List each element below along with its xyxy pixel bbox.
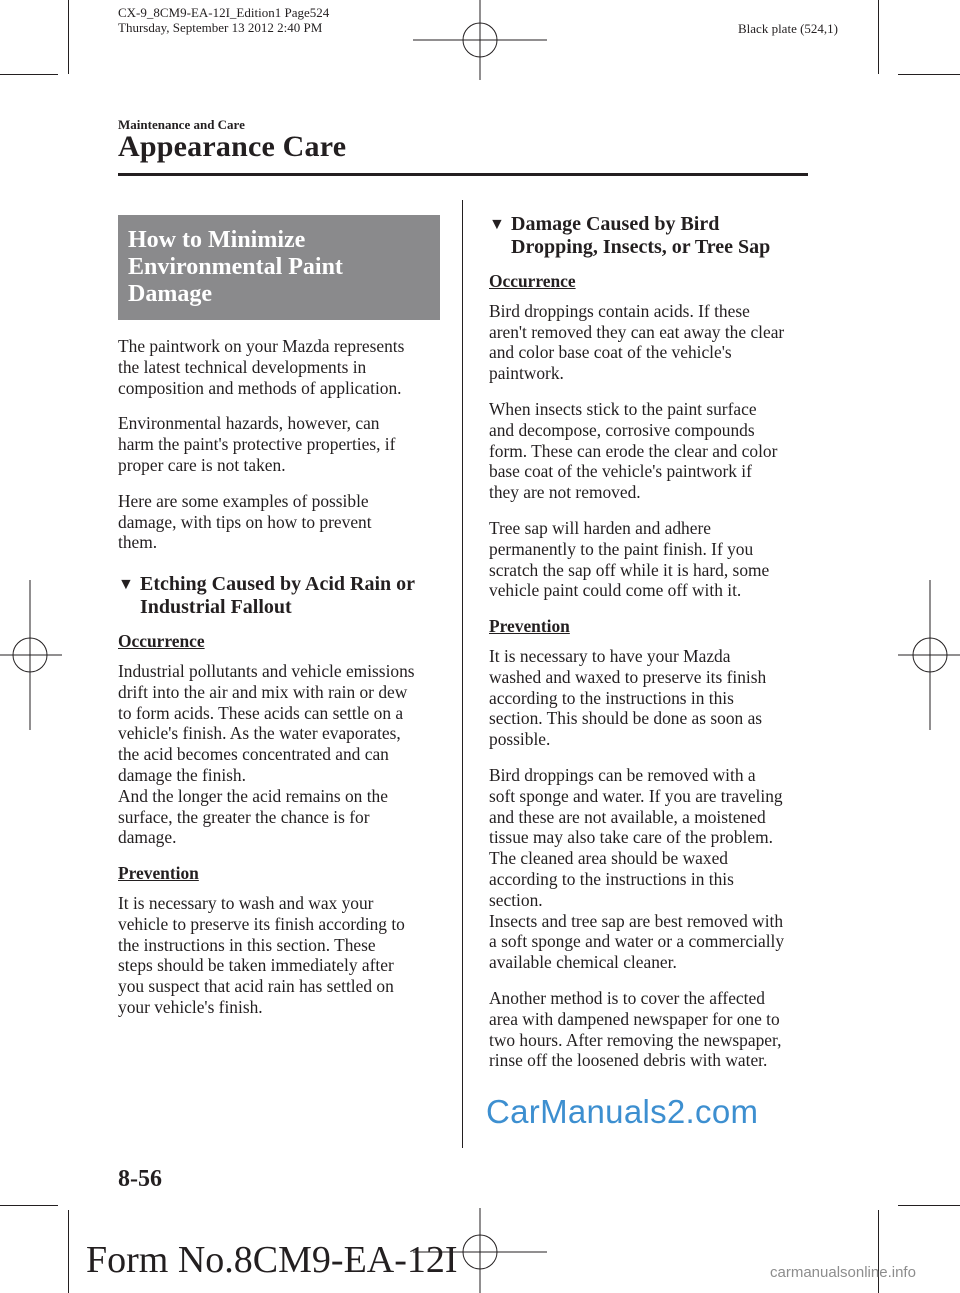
watermark-logo: CarManuals2.com (486, 1093, 759, 1130)
right-column (489, 209, 819, 1086)
bird-dropping-heading-text: Damage Caused by Bird Dropping, Insects, or Tree Sap (511, 213, 771, 258)
intro-paragraph-1: The paintwork on your Mazda represents the latest technical developments in composition and methods of application. (118, 336, 405, 398)
column-divider (462, 200, 463, 1148)
acid-prevention-label: Prevention (118, 863, 199, 884)
triangle-down-icon: ▼ (118, 576, 134, 594)
plate-label: Black plate (524,1) (738, 21, 838, 36)
page-number: 8-56 (118, 1166, 162, 1192)
bird-prevention-paragraph-2: Bird droppings can be removed with a soft sponge and water. If you are traveling and these are not available, a moistened tissue may also take care of the problem. The cleaned area should be waxed according to the instructions in this section. Insects and tree sap are best removed with a soft sponge and water or a commercially available chemical cleaner. (489, 764, 785, 973)
bird-occurrence-paragraph-1: Bird droppings contain acids. If these aren't removed they can eat away the clear and color base coat of the vehicle's paintwork. (489, 300, 785, 384)
bird-occurrence-paragraph-2: When insects stick to the paint surface and decompose, corrosive compounds form. These can erode the clear and color base coat of the vehicle's paintwork if they are not removed. (489, 398, 778, 503)
page-title: Appearance Care (118, 130, 347, 163)
form-number: Form No.8CM9-EA-12I (86, 1239, 458, 1281)
plate-date-line: Thursday, September 13 2012 2:40 PM (118, 20, 323, 35)
bird-prevention-label: Prevention (489, 616, 570, 637)
bird-dropping-heading (489, 213, 819, 259)
plate-info (118, 5, 329, 35)
triangle-down-icon: ▼ (489, 216, 505, 233)
bird-occurrence-paragraph-3: Tree sap will harden and adhere permanently to the paint finish. If you scratch the sap off while it is hard, some vehicle paint could come off with it. (489, 517, 770, 601)
bird-occurrence-label: Occurrence (489, 271, 576, 291)
bird-prevention-paragraph-3: Another method is to cover the affected area with dampened newspaper for one to two hours. After removing the newspaper, rinse off the loosened debris with water. (489, 987, 782, 1071)
intro-paragraph-3: Here are some examples of possible damage, with tips on how to prevent them. (118, 490, 372, 553)
section-banner: How to Minimize Environmental Paint Damage (118, 215, 440, 320)
acid-rain-heading-text: Etching Caused by Acid Rain or Industrial Fallout (140, 573, 416, 619)
registration-mark-left (0, 580, 62, 730)
registration-mark-right (898, 580, 960, 730)
acid-occurrence-label: Occurrence (118, 631, 205, 652)
bird-prevention-paragraph-1: It is necessary to have your Mazda washed and waxed to preserve its finish according to the instructions in this section. This should be done as soon as possible. (489, 645, 767, 750)
acid-prevention-text: It is necessary to wash and wax your vehicle to preserve its finish according to the instructions in this section. These steps should be taken immediately after you suspect that acid rain has settled on your vehicle's finish. (118, 892, 405, 1017)
registration-mark-top (413, 0, 547, 80)
acid-occurrence-text: Industrial pollutants and vehicle emissions drift into the air and mix with rain or dew to form acids. These acids can settle on a vehicle's finish. As the water evaporates, the acid becomes concentrated and can damage the finish. And the longer the acid remains on the surface, the greater the chance is for damage. (118, 660, 415, 848)
intro-paragraph-2: Environmental hazards, however, can harm the paint's protective properties, if proper care is not taken. (118, 413, 396, 475)
section-label: Maintenance and Care (118, 117, 245, 132)
acid-rain-heading (118, 573, 440, 619)
site-url: carmanualsonline.info (770, 1264, 916, 1281)
plate-file-line: CX-9_8CM9-EA-12I_Edition1 Page524 (118, 5, 330, 20)
header-rule (118, 173, 808, 176)
left-column (118, 215, 440, 1033)
